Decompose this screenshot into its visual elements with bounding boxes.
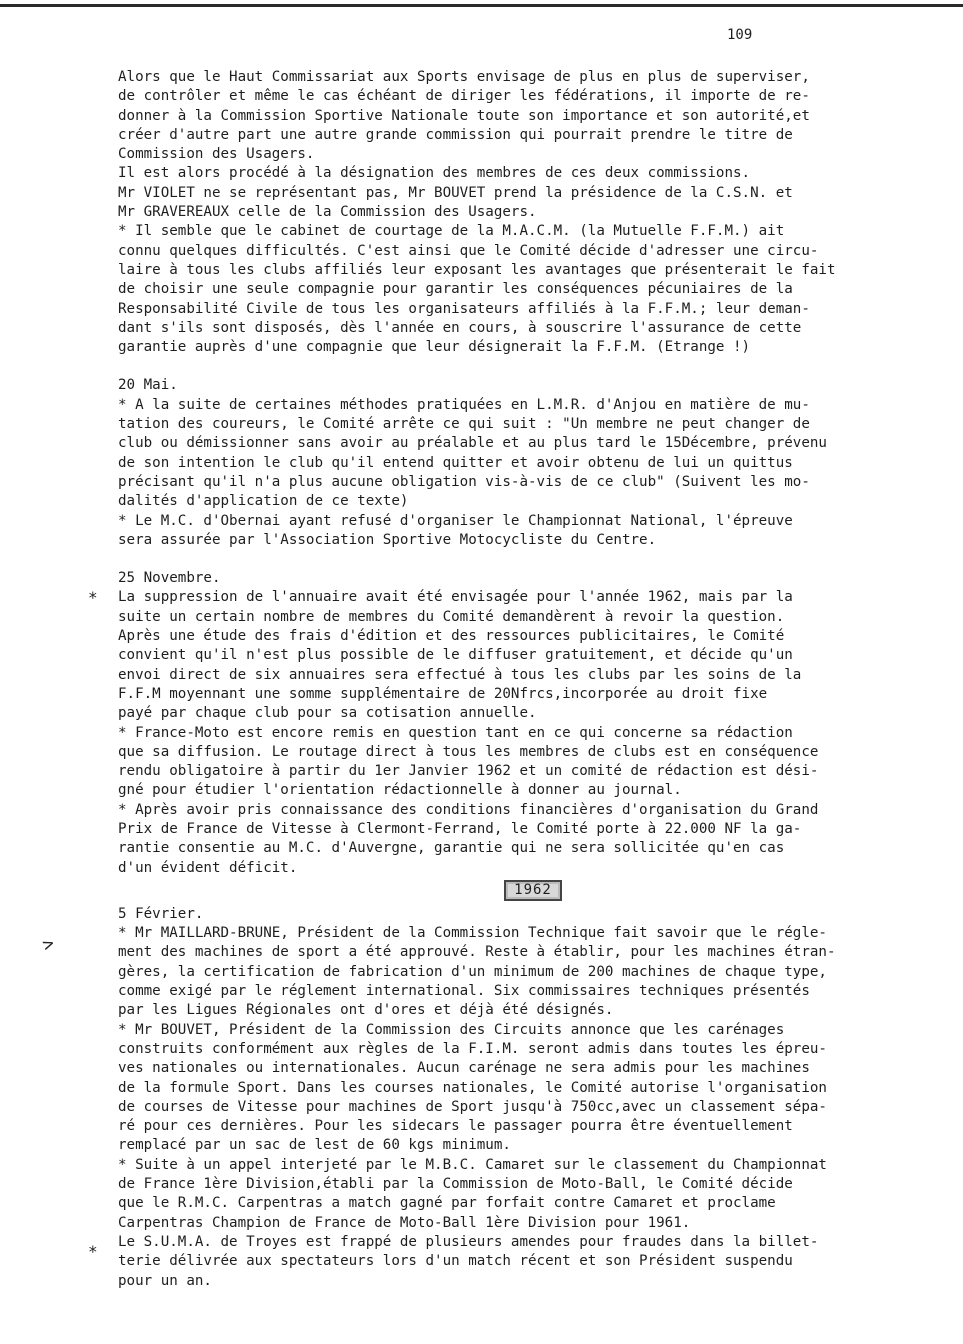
- margin-star-mark: *: [88, 1242, 98, 1261]
- year-heading: [118, 880, 908, 901]
- paragraph: * Mr MAILLARD-BRUNE, Président de la Commission Technique fait savoir que le régle- ment des machines de sport a été approuvé. Reste à établir, pour les machines étran- gères, la certification de fabrication d'un minimum de 200 machines de chaque type, comme exigé par le réglement international. Six commissaires techniques présentés par les Ligues Régionales ont d'ores et déjà été désignés.: [118, 925, 836, 1019]
- year-badge: 1962: [504, 880, 562, 901]
- paragraph: La suppression de l'annuaire avait été envisagée pour l'année 1962, mais par la suite un certain nombre de membres du Comité demandèrent à revoir la question. Après une étude des frais d'édition et des ressources publicitaires, le Comité convient qu'il n'est plus possible de le diffuser gratuitement, et décide qu'un envoi direct de six annuaires sera effectué à tous les clubs par les soins de la F.F.M moyennant une somme supplémentaire de 20Nfrcs,incorporée au droit fixe payé par chaque club pour sa cotisation annuelle.: [118, 589, 802, 722]
- paragraph: Alors que le Haut Commissariat aux Sports envisage de plus en plus de superviser, de contrôler et même le cas échéant de diriger les fédérations, il importe de re- donner à la Commission Sportive Nationale toute son importance et son autorité,et créer d'autre part une autre grande commission qui pourrait prendre le titre de Commission des Usagers.: [118, 69, 810, 163]
- paragraph: * A la suite de certaines méthodes pratiquées en L.M.R. d'Anjou en matière de mu- tation des coureurs, le Comité arrête ce qui suit : "Un membre ne peut changer de club ou démissionner sans avoir au préalable et au plus tard le 15Décembre, prévenu de son intention le club qu'il entend quitter et avoir obtenu de lui un quittus précisant qu'il n'a plus aucune obligation vis-à-vis de ce club" (Suivent les mo- dalités d'application de ce texte): [118, 396, 827, 510]
- paragraph: * Suite à un appel interjeté par le M.B.C. Camaret sur le classement du Championnat de France 1ère Division,établi par la Commission de Moto-Ball, le Comité décide que le R.M.C. Carpentras a match gagné par forfait contre Camaret et proclame Carpentras Champion de France de Moto-Ball 1ère Division pour 1961.: [118, 1156, 827, 1231]
- paragraph: * Il semble que le cabinet de courtage de la M.A.C.M. (la Mutuelle F.F.M.) ait connu quelques difficultés. C'est ainsi que le Comité décide d'adresser une circu- laire à tous les clubs affiliés leur exposant les avantages que présenterait le fait de choisir une seule compagnie pour garantir les conséquences pécuniaires de la Responsabilité Civile de tous les organisateurs affiliés à la F.F.M.; leur deman- dant s'ils sont disposés, dès l'année en cours, à souscrire l'assurance de cette garantie auprès d'une compagnie que leur désignerait la F.F.M. (Etrange !): [118, 223, 836, 356]
- margin-arrow-mark: >: [39, 932, 58, 957]
- paragraph: * Après avoir pris connaissance des conditions financières d'organisation du Grand Prix de France de Vitesse à Clermont-Ferrand, le Comité porte à 22.000 NF la ga- rantie consentie au M.C. d'Auvergne, garantie qui ne sera sollicitée qu'en cas d'un évident déficit.: [118, 801, 819, 876]
- section-date: 5 Février.: [118, 905, 204, 922]
- paragraph: * Le M.C. d'Obernai ayant refusé d'organiser le Championnat National, l'épreuve sera assurée par l'Association Sportive Motocycliste du Centre.: [118, 512, 793, 548]
- section-date: 25 Novembre.: [118, 570, 221, 587]
- page-number: 109: [727, 27, 753, 43]
- paragraph: * Mr BOUVET, Président de la Commission des Circuits annonce que les carénages construits conformément aux règles de la F.I.M. seront admis dans toutes les épreu- ves nationales ou internationales. Aucun carénage ne sera admis pour les machines de la formule Sport. Dans les courses nationales, le Comité autorise l'organisation de courses de Vitesse pour machines de Sport jusqu'à 750cc,avec un classement sépa- ré pour ces dernières. Pour les sidecars le passager pourra être éventuellement remplacé par un sac de lest de 60 kgs minimum.: [118, 1021, 827, 1154]
- paragraph: Le S.U.M.A. de Troyes est frappé de plusieurs amendes pour fraudes dans la billet- terie délivrée aux spectateurs lors d'un match récent et son Président suspendu pour un an.: [118, 1233, 819, 1289]
- margin-star-mark: *: [88, 588, 98, 607]
- document-body: [118, 68, 908, 1291]
- top-rule: [0, 4, 963, 7]
- paragraph: Il est alors procédé à la désignation des membres de ces deux commissions. Mr VIOLET ne se représentant pas, Mr BOUVET prend la présidence de la C.S.N. et Mr GRAVEREAUX celle de la Commission des Usagers.: [118, 165, 793, 221]
- paragraph: * France-Moto est encore remis en question tant en ce qui concerne sa rédaction que sa diffusion. Le routage direct à tous les membres de clubs est en conséquence rendu obligatoire à partir du 1er Janvier 1962 et un comité de rédaction est dési- gné pour étudier l'orientation rédactionnelle à donner au journal.: [118, 724, 819, 799]
- section-date: 20 Mai.: [118, 377, 178, 394]
